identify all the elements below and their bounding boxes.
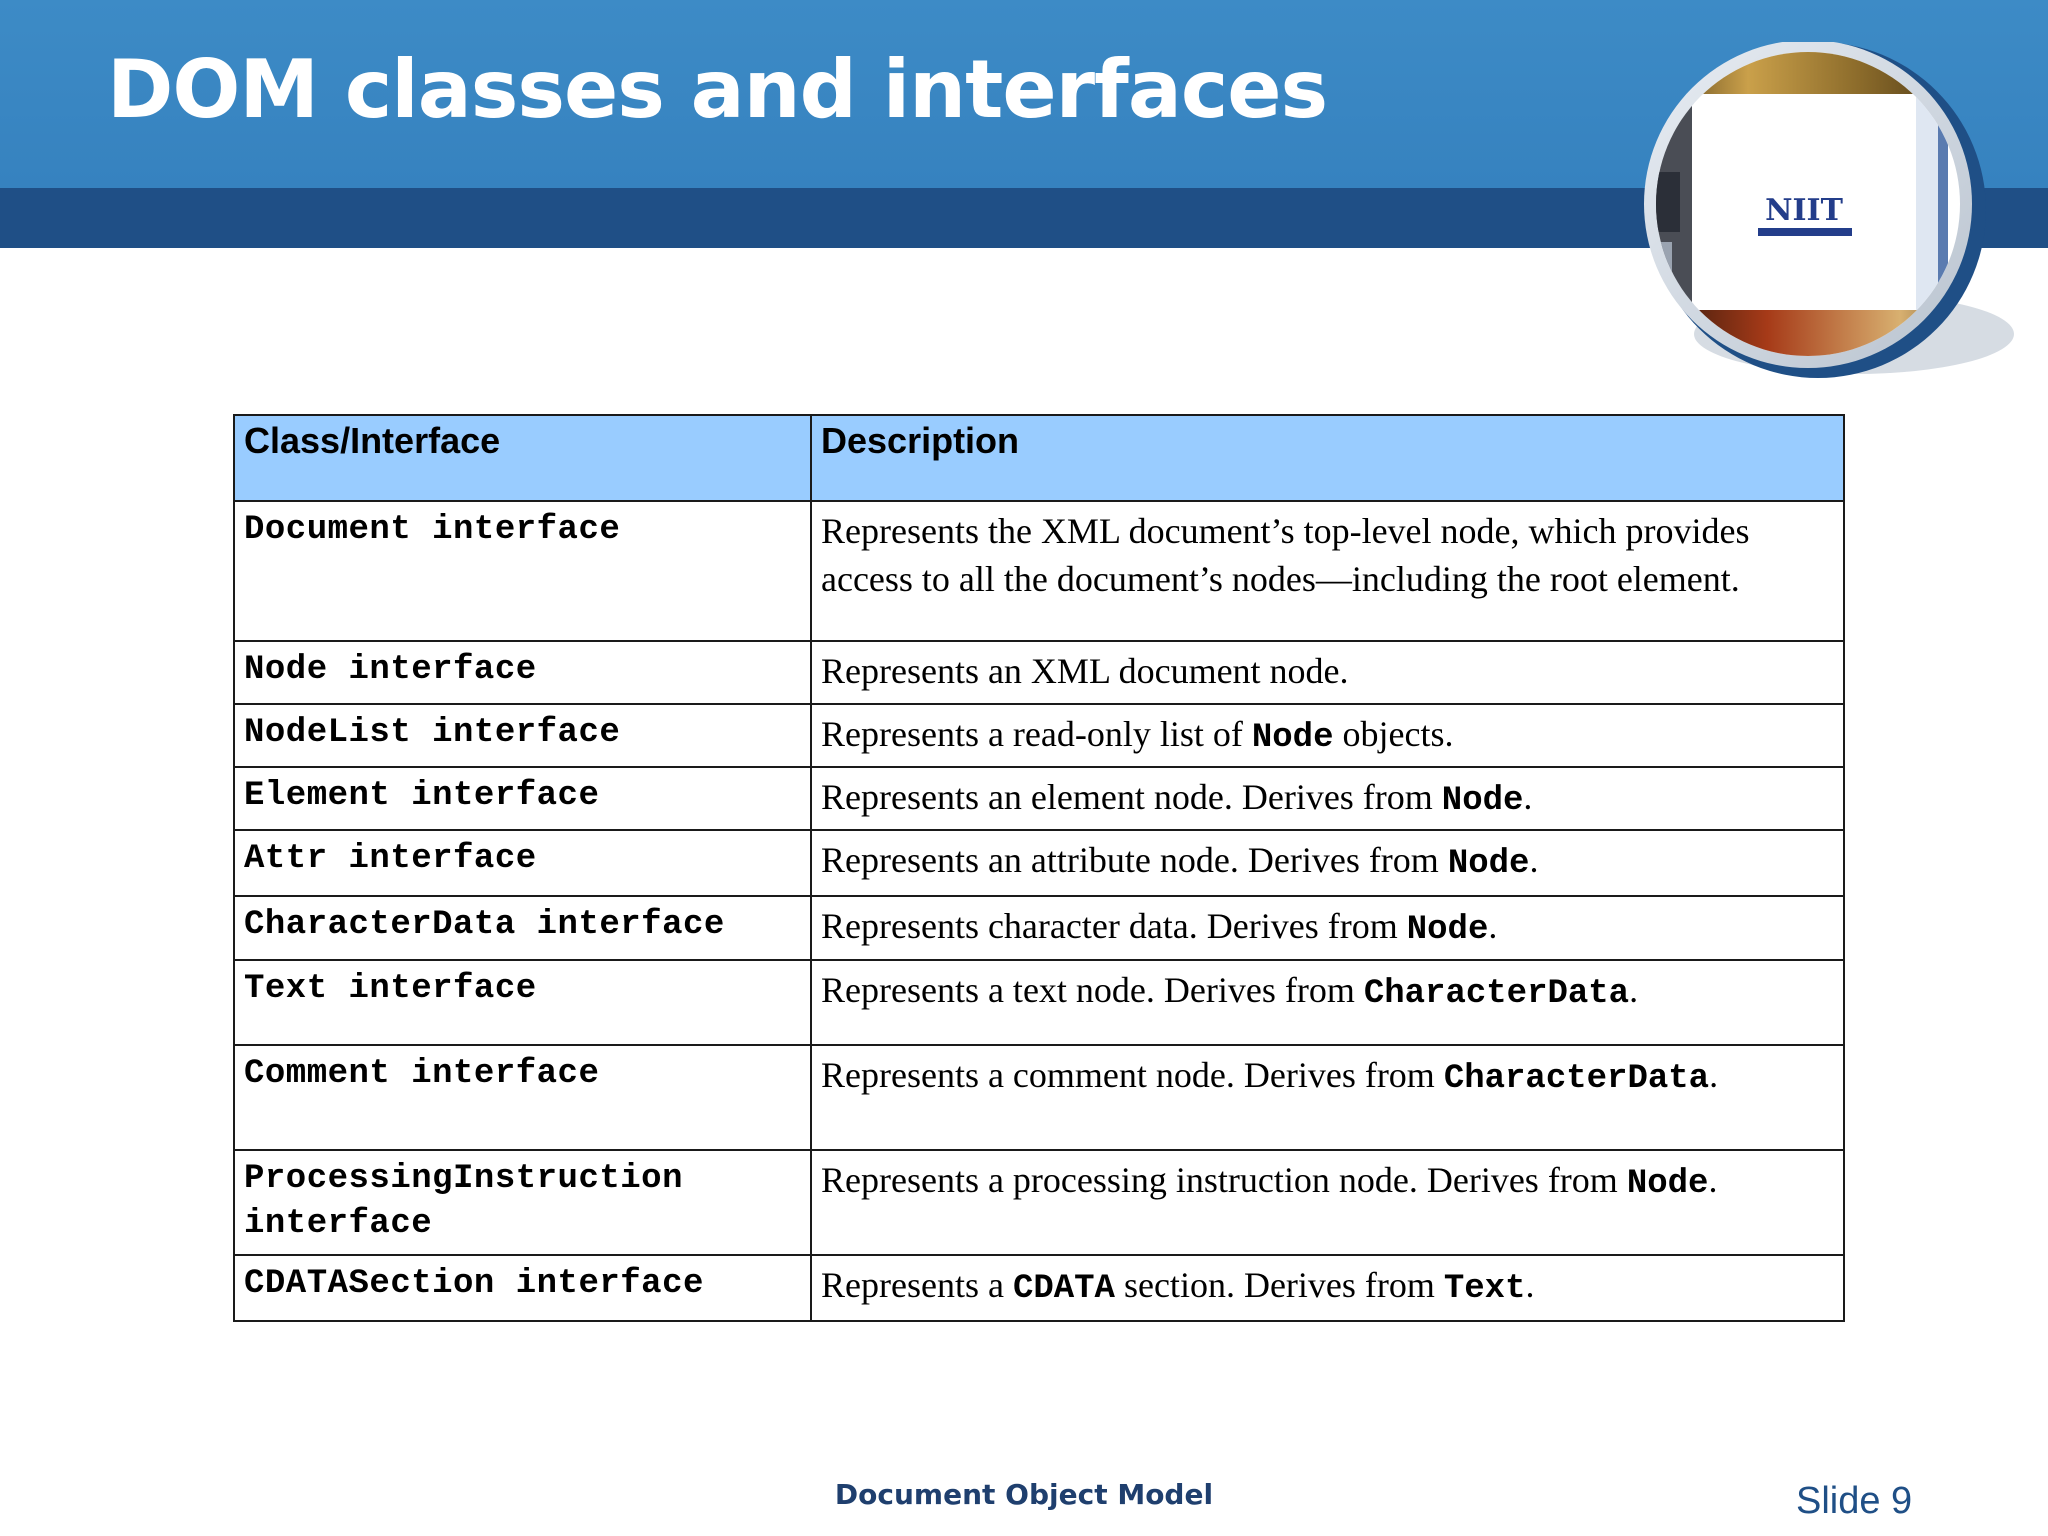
- inline-code: Node: [1441, 782, 1524, 820]
- description-cell: [811, 830, 1844, 896]
- table-header-row: [234, 415, 1844, 501]
- class-name-cell: Element interface: [234, 767, 811, 830]
- description-cell: [811, 767, 1844, 830]
- table-row: [234, 501, 1844, 641]
- class-name-cell: CDATASection interface: [234, 1255, 811, 1321]
- description-text: Represents a: [821, 1265, 1013, 1305]
- inline-code: CDATA: [1012, 1270, 1115, 1308]
- description-text: Represents an element node. Derives from: [821, 777, 1442, 817]
- inline-code: Node: [1626, 1165, 1709, 1203]
- footer-title: Document Object Model: [834, 1478, 1214, 1511]
- inline-code: CharacterData: [1363, 975, 1630, 1013]
- inline-code: Node: [1447, 845, 1530, 883]
- class-name-cell: Comment interface: [234, 1045, 811, 1150]
- class-name-cell: Node interface: [234, 641, 811, 704]
- description-cell: [811, 704, 1844, 767]
- inline-code: Node: [1406, 911, 1489, 949]
- description-cell: [811, 960, 1844, 1045]
- description-text: .: [1629, 970, 1639, 1010]
- description-text: Represents a processing instruction node. Derives from: [821, 1160, 1627, 1200]
- description-text: objects.: [1333, 714, 1454, 754]
- dom-classes-table: [233, 414, 1845, 1322]
- description-text: .: [1529, 840, 1539, 880]
- description-cell: [811, 1150, 1844, 1255]
- logo-wordmark: NIIT: [1765, 193, 1843, 228]
- column-header-description: Description: [811, 415, 1844, 501]
- class-name-cell: Attr interface: [234, 830, 811, 896]
- description-cell: [811, 641, 1844, 704]
- description-text: .: [1709, 1055, 1719, 1095]
- column-header-class: Class/Interface: [234, 415, 811, 501]
- description-text: .: [1525, 1265, 1535, 1305]
- table-row: [234, 830, 1844, 896]
- slide-number: Slide 9: [1796, 1480, 1913, 1522]
- class-name-cell: Text interface: [234, 960, 811, 1045]
- description-cell: [811, 1255, 1844, 1321]
- table-row: [234, 641, 1844, 704]
- table-row: [234, 896, 1844, 960]
- description-text: .: [1488, 906, 1498, 946]
- description-text: section. Derives from: [1114, 1265, 1444, 1305]
- table-row: [234, 960, 1844, 1045]
- description-text: .: [1708, 1160, 1718, 1200]
- description-text: Represents character data. Derives from: [821, 906, 1407, 946]
- description-text: .: [1523, 777, 1533, 817]
- class-name-cell: Document interface: [234, 501, 811, 641]
- table-row: [234, 1045, 1844, 1150]
- table-row: [234, 1150, 1844, 1255]
- class-name-cell: CharacterData interface: [234, 896, 811, 960]
- description-text: Represents a comment node. Derives from: [821, 1055, 1444, 1095]
- table-row: [234, 767, 1844, 830]
- niit-logo-badge: [1634, 42, 2014, 387]
- description-text: Represents an attribute node. Derives from: [821, 840, 1448, 880]
- description-text: Represents the XML document’s top-level node, which provides access to all the document’s nodes—including the root element.: [821, 511, 1750, 599]
- inline-code: Node: [1251, 719, 1334, 757]
- description-text: Represents a text node. Derives from: [821, 970, 1364, 1010]
- class-name-cell: ProcessingInstruction interface: [234, 1150, 811, 1255]
- slide-title: DOM classes and interfaces: [107, 43, 1328, 136]
- description-text: Represents a read-only list of: [821, 714, 1252, 754]
- description-cell: [811, 896, 1844, 960]
- table-row: [234, 1255, 1844, 1321]
- class-name-cell: NodeList interface: [234, 704, 811, 767]
- description-cell: [811, 501, 1844, 641]
- description-text: Represents an XML document node.: [821, 651, 1349, 691]
- table-row: [234, 704, 1844, 767]
- inline-code: CharacterData: [1443, 1060, 1710, 1098]
- description-cell: [811, 1045, 1844, 1150]
- inline-code: Text: [1443, 1270, 1526, 1308]
